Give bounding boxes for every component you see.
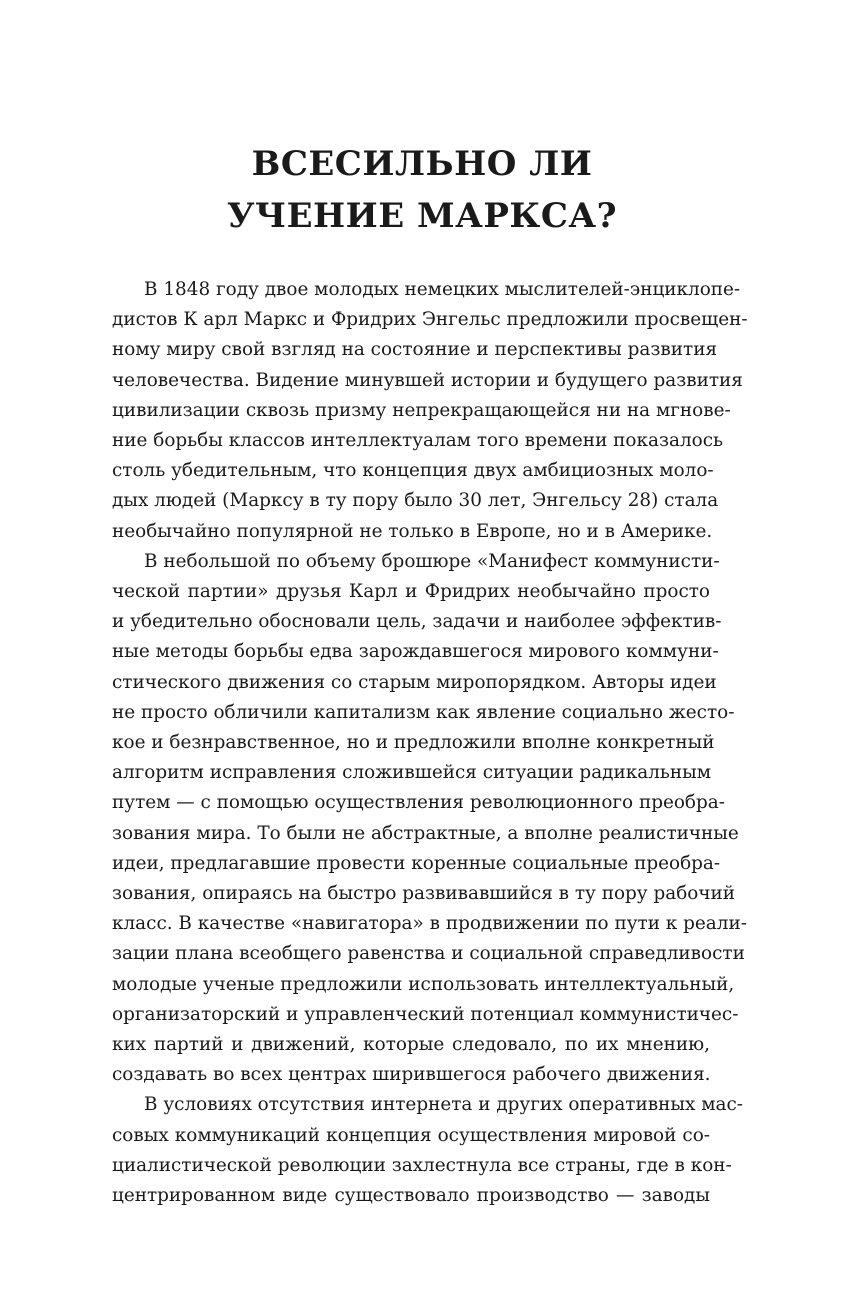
text-line: В 1848 году двое молодых немецких мыслителей-энциклопе- [144,279,741,300]
text-line: зации плана всеобщего равенства и социальной справедливости [112,943,745,965]
text-line: не просто обличили капитализм как явление социально жесто- [112,701,735,723]
text-line: ких партий и движений, которые следовало, по их мнению, [112,1034,710,1056]
paragraph [112,547,747,1091]
text-line: ние борьбы классов интеллектуалам того времени показалось [112,430,724,452]
text-line: ные методы борьбы едва зарождавшегося мирового коммуни- [112,641,719,663]
chapter-body [112,275,748,1211]
chapter-title-line-1: ВСЕСИЛЬНО ЛИ [251,144,593,184]
text-line: центрированном виде существовало производство — заводы [112,1185,710,1207]
text-line: зования, опираясь на быстро развивавшийся в ту пору рабочий [112,883,736,905]
text-line: класс. В качестве «навигатора» в продвижении по пути к реали- [112,913,747,935]
text-line: создавать во всех центрах ширившегося рабочего движения. [112,1064,711,1086]
paragraph [112,1090,743,1211]
text-line: стического движения со старым миропорядком. Авторы идеи [112,671,717,693]
chapter-title [0,138,844,242]
text-line: В условиях отсутствия интернета и других оперативных мас- [144,1094,743,1116]
text-line: идеи, предлагавшие провести коренные социальные преобра- [112,852,721,874]
text-line: человечества. Видение минувшей истории и будущего развития [112,369,743,391]
text-line: молодые ученые предложили использовать интеллектуальный, [112,973,735,995]
chapter-title-line-2: УЧЕНИЕ МАРКСА? [226,196,618,236]
text-line: В небольшой по объему брошюре «Манифест коммунисти- [144,550,720,572]
text-line: цивилизации сквозь призму непрекращающейся ни на мгнове- [112,399,731,421]
paragraph [112,275,748,547]
text-line: кое и безнравственное, но и предложили вполне конкретный [112,732,715,754]
text-line: путем — с помощью осуществления революционного преобра- [112,792,725,814]
text-line: совых коммуникаций концепция осуществления мировой со- [112,1124,710,1146]
text-line: необычайно популярной не только в Европе, но и в Америке. [112,520,713,542]
text-line: дых людей (Марксу в ту пору было 30 лет, Энгельсу 28) стала [112,490,719,512]
text-line: столь убедительным, что концепция двух амбициозных моло- [112,460,714,482]
text-line: и убедительно обосновали цель, задачи и наиболее эффектив- [112,611,722,633]
text-line: дистов К арл Маркс и Фридрих Энгельс предложили просвещен- [112,309,748,331]
text-line: организаторский и управленческий потенциал коммунистичес- [112,1003,739,1025]
text-line: ному миру свой взгляд на состояние и перспективы развития [112,339,718,361]
text-line: ческой партии» друзья Карл и Фридрих необычайно просто [112,581,710,603]
text-line: циалистической революции захлестнула все страны, где в кон- [112,1154,732,1176]
text-line: алгоритм исправления сложившейся ситуации радикальным [112,762,712,784]
text-line: зования мира. То были не абстрактные, а вполне реалистичные [112,822,739,844]
